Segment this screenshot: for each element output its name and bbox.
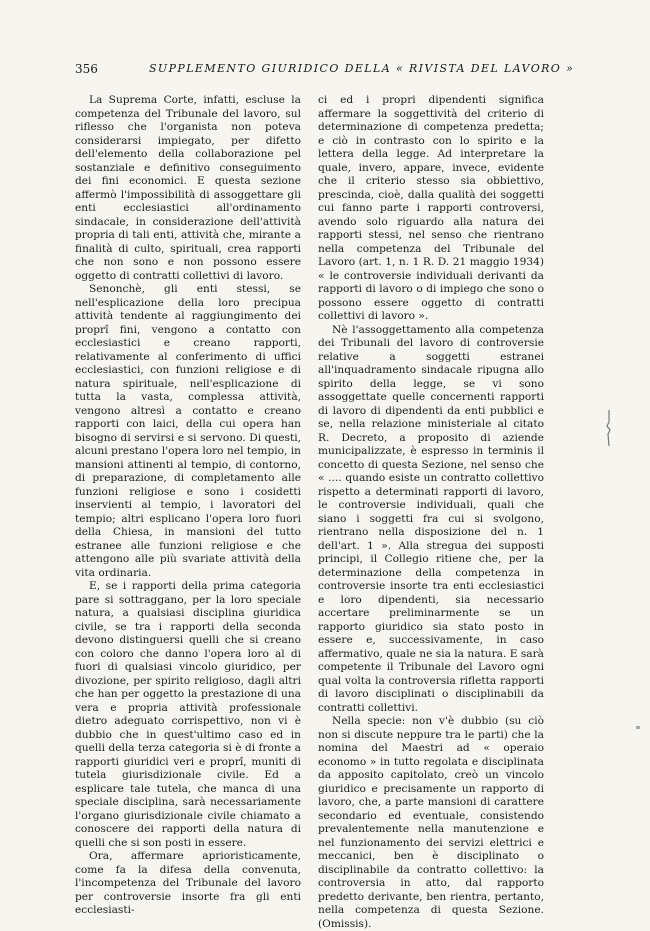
running-title: SUPPLEMENTO GIURIDICO DELLA « RIVISTA DEL LAVORO » (149, 62, 575, 75)
page-number: 356 (75, 62, 98, 76)
scan-speck (636, 726, 640, 729)
right-column (318, 94, 544, 931)
page-header (75, 62, 575, 82)
paragraph: Senonchè, gli enti stessi, se nell'esplicazione della loro precipua attività tendente al raggiungimento dei proprî fini, vengono a contatto con ecclesiastici e creano rapporti, relativamente al conferimento di uffici ecclesiastici, con funzioni religiose e di natura spirituale, nell'esplicazione di tutta la vasta, complessa attività, vengono altresì a contatto e creano rapporti con laici, della cui opera han bisogno di servirsi e si servono. Di questi, alcuni prestano l'opera loro nel tempio, in mansioni attinenti al tempio, di contorno, di preparazione, di completamento alle funzioni religiose e sono i cosidetti inservienti al tempio, i lavoratori del tempio; altri esplicano l'opera loro fuori della Chiesa, in mansioni del tutto estranee alle funzioni religiose e che attengono alle più svariate attività della vita ordinaria. (75, 283, 301, 579)
paragraph: La Suprema Corte, infatti, escluse la competenza del Tribunale del lavoro, sul riflesso che l'organista non poteva considerarsi impiegato, per difetto dell'elemento della collaborazione pel sostanziale e definitivo conseguimento dei fini economici. E questa sezione affermò l'impossibilità di assoggettare gli enti ecclesiastici all'ordinamento sindacale, in considerazione dell'attività propria di tali enti, attività che, mirante a finalità di culto, spirituali, crea rapporti che non sono e non possono essere oggetto di contratti collettivi di lavoro. (75, 94, 301, 282)
paragraph: Nè l'assoggettamento alla competenza dei Tribunali del lavoro di controversie relative a soggetti estranei all'inquadramento sindacale ripugna allo spirito della legge, se vi sono assoggettate quelle concernenti rapporti di lavoro di dipendenti da enti pubblici e se, nella relazione ministeriale al citato R. Decreto, a proposito di aziende municipalizzate, è espresso in terminis il concetto di questa Sezione, nel senso che « .... quando esiste un contratto collettivo rispetto a determinati rapporti di lavoro, le controversie individuali, quali che siano i soggetti fra cui si svolgono, rientrano nella disposizione del n. 1 dell'art. 1 ». Alla stregua dei supposti principi, il Collegio ritiene che, per la determinazione della competenza in controversie insorte tra enti ecclesiastici e loro dipendenti, sia necessario accertare preliminarmente se un rapporto giuridico sia stato posto in essere e, successivamente, in caso affermativo, quale ne sia la natura. E sarà competente il Tribunale del Lavoro ogni qual volta la controversia rifletta rapporti di lavoro disciplinati o disciplinabili da contratti collettivi. (318, 323, 544, 714)
left-column (75, 94, 301, 918)
scan-mark (606, 410, 612, 446)
paragraph: ci ed i propri dipendenti significa affermare la soggettività del criterio di determinazione di competenza predetta; e ciò in contrasto con lo spirito e la lettera della legge. Ad interpretare la quale, invero, appare, invece, evidente che il criterio stesso sia obbiettivo, prescinda, cioè, dalla qualità dei soggetti cui fanno parte i rapporti controversi, avendo solo riguardo alla natura dei rapporti stessi, nel senso che rientrano nella competenza del Tribunale del Lavoro (art. 1, n. 1 R. D. 21 maggio 1934) « le controversie individuali derivanti da rapporti di lavoro o di impiego che sono o possono essere oggetto di contratti collettivi di lavoro ». (318, 94, 544, 322)
paragraph: E, se i rapporti della prima categoria pare si sottraggano, per la loro speciale natura, a qualsiasi disciplina giuridica civile, se tra i rapporti della seconda devono distinguersi quelli che si creano con coloro che danno l'opera loro al di fuori di qualsiasi vincolo giuridico, per divozione, per spirito religioso, dagli altri che han per oggetto la prestazione di una vera e propria attività professionale dietro adeguato corrispettivo, non vi è dubbio che in quest'ultimo caso ed in quelli della terza categoria si è di fronte a rapporti giuridici veri e proprî, muniti di tutela giurisdizionale civile. Ed a esplicare tale tutela, che manca di una speciale disciplina, sarà necessariamente l'organo giurisdizionale civile chiamato a conoscere dei rapporti della natura di quelli che si son posti in essere. (75, 580, 301, 849)
paragraph: Nella specie: non v'è dubbio (su ciò non si discute neppure tra le parti) che la nomina del Maestri ad « operaio economo » in tutto regolata e disciplinata da apposito capitolato, creò un vincolo giuridico e precisamente un rapporto di lavoro, che, a parte mansioni di carattere secondario ed eventuale, consistendo prevalentemente nella manutenzione e nel funzionamento dei servizi elettrici e meccanici, ben è disciplinato o disciplinabile da contratto collettivo: la controversia in atto, dal rapporto predetto derivante, ben rientra, pertanto, nella competenza di questa Sezione. (Omissis). (318, 715, 544, 930)
paragraph: Ora, affermare aprioristicamente, come fa la difesa della convenuta, l'incompetenza del Tribunale del lavoro per controversie insorte fra gli enti ecclesiasti- (75, 850, 301, 916)
